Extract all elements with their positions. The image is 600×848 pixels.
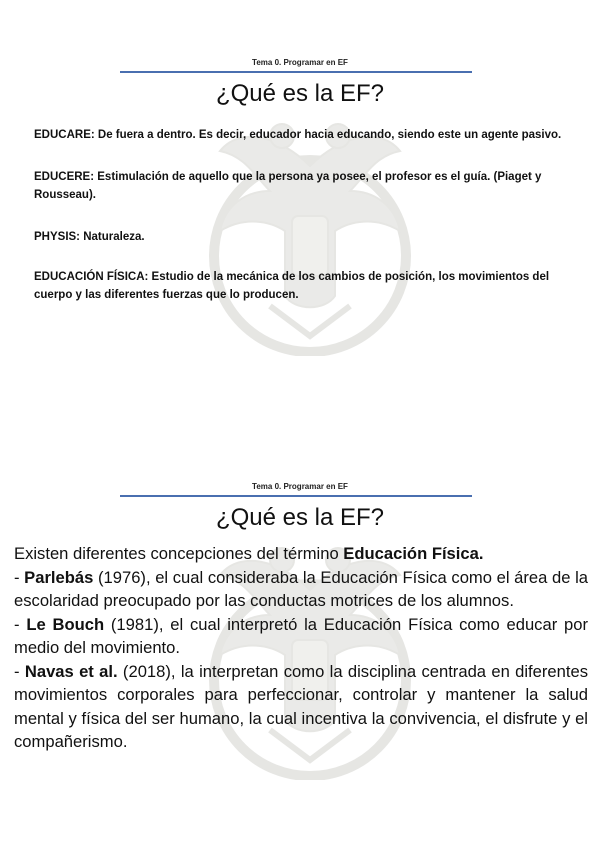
author-text: (2018), la interpretan como la disciplina centrada en diferentes movimientos corporales para perfeccionar, controlar y mantener la salud mental y física del ser humano, la cual incentiva la convivencia, el disfrute y el compañerismo. xyxy=(14,661,588,751)
definition-educere: EDUCERE: Estimulación de aquello que la persona ya posee, el profesor es el guía. (Piaget y Rousseau). xyxy=(34,171,542,201)
author-name: Navas et al. xyxy=(24,661,118,681)
slide-header: Tema 0. Programar en EF xyxy=(252,58,348,67)
intro-bold-term: Educación Física. xyxy=(343,544,484,563)
definition-physis: PHYSIS: Naturaleza. xyxy=(34,231,145,243)
definition-educacion-fisica: EDUCACIÓN FÍSICA: Estudio de la mecánica de los cambios de posición, los movimientos del cuerpo y las diferentes fuerzas que lo producen. xyxy=(34,271,550,301)
author-text: (1976), el cual consideraba la Educación Física como el área de la escolaridad preocupado por las conductas motrices de los alumnos. xyxy=(14,567,589,610)
header-divider xyxy=(120,71,472,73)
author-text: (1981), el cual interpretó la Educación Física como educar por medio del movimiento. xyxy=(14,614,588,657)
definitions-list xyxy=(34,126,574,328)
concepts-body xyxy=(14,542,588,754)
list-dash: - xyxy=(14,614,27,634)
author-item-parlebas xyxy=(14,566,588,613)
slide-title: ¿Qué es la EF? xyxy=(215,504,385,531)
intro-paragraph xyxy=(14,542,588,566)
slide-2 xyxy=(0,424,600,848)
author-item-le-bouch xyxy=(14,613,588,660)
slide-header: Tema 0. Programar en EF xyxy=(252,482,348,491)
author-item-navas xyxy=(14,660,588,754)
header-divider xyxy=(120,495,472,497)
author-name: Le Bouch xyxy=(26,614,105,634)
list-dash: - xyxy=(14,661,25,681)
definition-educare: EDUCARE: De fuera a dentro. Es decir, educador hacia educando, siendo este un agente pasivo. xyxy=(34,129,562,141)
list-dash: - xyxy=(14,567,25,587)
intro-text: Existen diferentes concepciones del término xyxy=(14,544,344,563)
slide-title: ¿Qué es la EF? xyxy=(215,80,385,107)
author-name: Parlebás xyxy=(24,567,94,587)
